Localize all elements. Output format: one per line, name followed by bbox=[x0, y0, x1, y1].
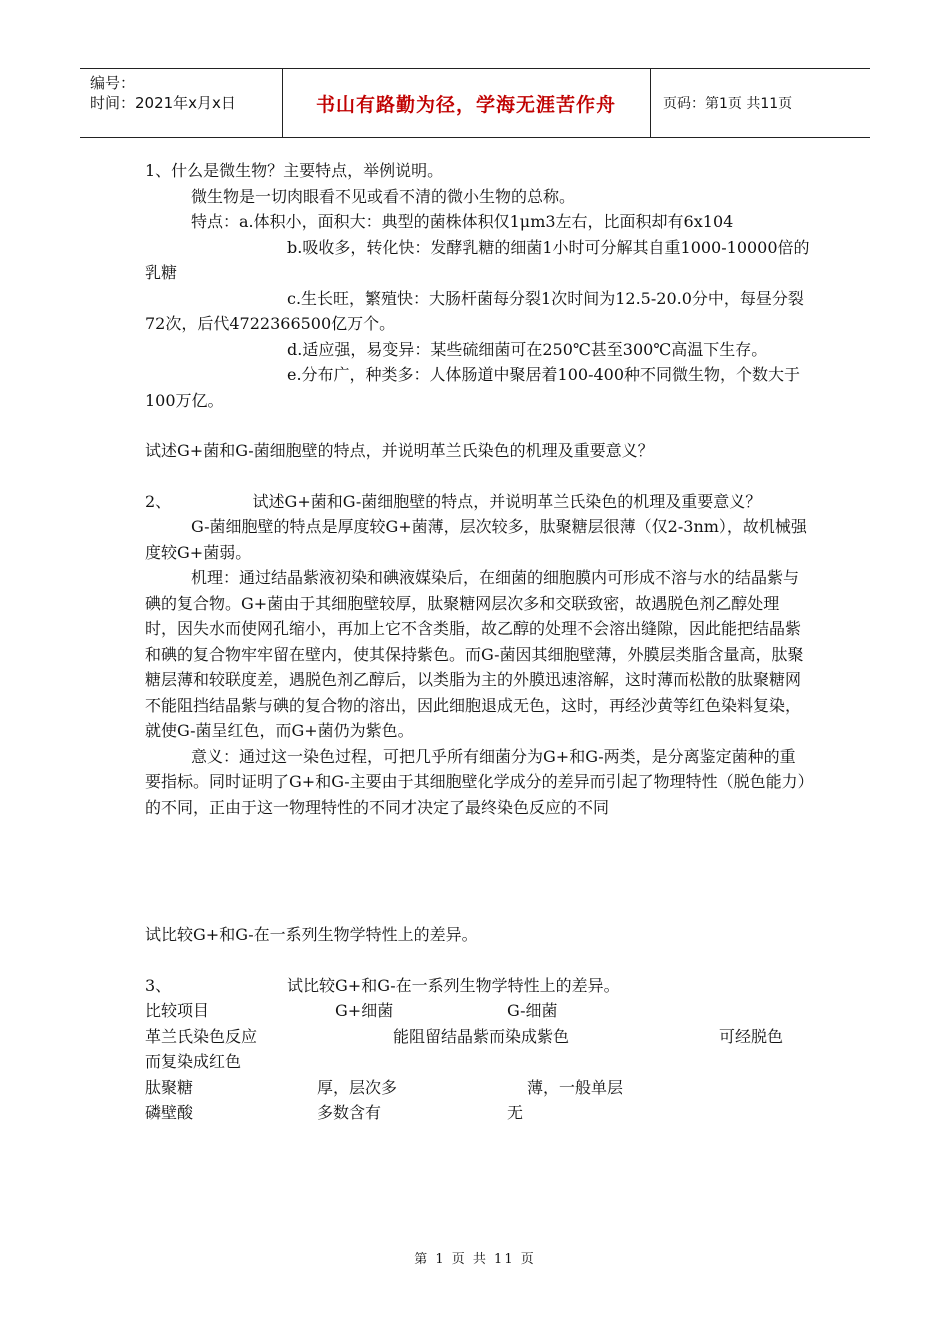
row-ta-gpos: 多数含有 bbox=[317, 1103, 382, 1122]
row-pg-label: 肽聚糖 bbox=[145, 1077, 194, 1097]
table-row bbox=[145, 1075, 810, 1101]
q1-question: 1、什么是微生物？主要特点，举例说明。 bbox=[145, 161, 444, 180]
row-gram-gneg-cont: 而复染成红色 bbox=[145, 1052, 242, 1071]
header-divider bbox=[650, 69, 651, 137]
q3-number: 3、 bbox=[145, 975, 172, 995]
row-gram-label: 革兰氏染色反应 bbox=[145, 1026, 258, 1046]
q3-heading: 试比较G+和G-在一系列生物学特性上的差异。 bbox=[145, 925, 478, 944]
q1-definition: 微生物是一切肉眼看不见或看不清的微小生物的总称。 bbox=[191, 186, 576, 206]
q1-feature-c: c.生长旺，繁殖快：大肠杆菌每分裂1次时间为12.5-20.0分中，每昼分裂72次，后代4722366500亿万个。 bbox=[145, 288, 804, 333]
q2-paragraph-significance: 意义：通过这一染色过程，可把几乎所有细菌分为G+和G-两类，是分离鉴定菌种的重要指标。同时证明了G+和G-主要由于其细胞壁化学成分的差异而引起了物理特性（脱色能力）的不同，正由于这一物理特性的不同才决定了最终染色反应的不同 bbox=[145, 746, 806, 817]
col-item: 比较项目 bbox=[145, 1001, 210, 1020]
row-pg-gpos: 厚，层次多 bbox=[317, 1077, 398, 1097]
table-row bbox=[145, 1024, 810, 1050]
row-gram-gpos: 能阻留结晶紫而染成紫色 bbox=[393, 1026, 570, 1046]
q1-feature-b: b.吸收多，转化快：发酵乳糖的细菌1小时可分解其自重1000-10000倍的乳糖 bbox=[145, 237, 810, 282]
table-row bbox=[145, 1100, 810, 1126]
row-ta-label: 磷壁酸 bbox=[145, 1103, 194, 1122]
row-ta-gneg: 无 bbox=[507, 1103, 524, 1122]
q2-heading: 试述G+菌和G-菌细胞壁的特点，并说明革兰氏染色的机理及重要意义？ bbox=[145, 441, 654, 460]
number-label: 编号： bbox=[90, 74, 136, 92]
q3-question-text: 试比较G+和G-在一系列生物学特性上的差异。 bbox=[287, 975, 620, 995]
row-pg-gneg: 薄，一般单层 bbox=[527, 1077, 624, 1097]
q1-feature-a: 特点：a.体积小，面积大：典型的菌株体积仅1μm3左右，比面积却有6x104 bbox=[191, 212, 734, 231]
q2-paragraph-walls: G-菌细胞壁的特点是厚度较G+菌薄，层次较多，肽聚糖层很薄（仅2-3nm），故机械强度较G+菌弱。 bbox=[145, 517, 807, 562]
q1-feature-e: e.分布广，种类多：人体肠道中聚居着100-400种不同微生物，个数大于100万亿。 bbox=[145, 365, 801, 410]
q2-question: 2、 试述G+菌和G-菌细胞壁的特点，并说明革兰氏染色的机理及重要意义？ bbox=[145, 491, 762, 511]
time-label: 时间：2021年x月x日 bbox=[90, 94, 236, 112]
row-gram-gneg: 可经脱色 bbox=[719, 1026, 784, 1046]
document-body bbox=[145, 158, 810, 1126]
header-motto: 书山有路勤为径，学海无涯苦作舟 bbox=[315, 93, 616, 116]
table-row-continued bbox=[145, 1049, 810, 1075]
header-meta bbox=[90, 73, 236, 113]
page-header bbox=[80, 68, 870, 138]
table-header-row bbox=[145, 998, 810, 1024]
q1-feature-d: d.适应强，易变异：某些硫细菌可在250℃甚至300℃高温下生存。 bbox=[287, 339, 768, 359]
q3-question bbox=[145, 973, 810, 999]
col-gneg: G-细菌 bbox=[507, 1001, 558, 1020]
col-gpos: G+细菌 bbox=[335, 1001, 394, 1020]
header-page-info: 页码：第1页 共11页 bbox=[663, 96, 793, 112]
q2-paragraph-mechanism: 机理：通过结晶紫液初染和碘液媒染后，在细菌的细胞膜内可形成不溶与水的结晶紫与碘的复合物。G+菌由于其细胞壁较厚，肽聚糖网层次多和交联致密，故遇脱色剂乙醇处理时，因失水而使网孔缩小，再加上它不含类脂，故乙醇的处理不会溶出缝隙，因此能把结晶紫和碘的复合物牢牢留在壁内，使其保持紫色。而G-菌因其细胞壁薄，外膜层类脂含量高，肽聚糖层薄和较联度差，遇脱色剂乙醇后，以类脂为主的外膜迅速溶解，这时薄而松散的肽聚糖网不能阻挡结晶紫与碘的复合物的溶出，因此细胞退成无色，这时，再经沙黄等红色染料复染，就使G-菌呈红色，而G+菌仍为紫色。 bbox=[145, 568, 804, 740]
page-footer: 第 1 页 共 11 页 bbox=[414, 1252, 536, 1267]
